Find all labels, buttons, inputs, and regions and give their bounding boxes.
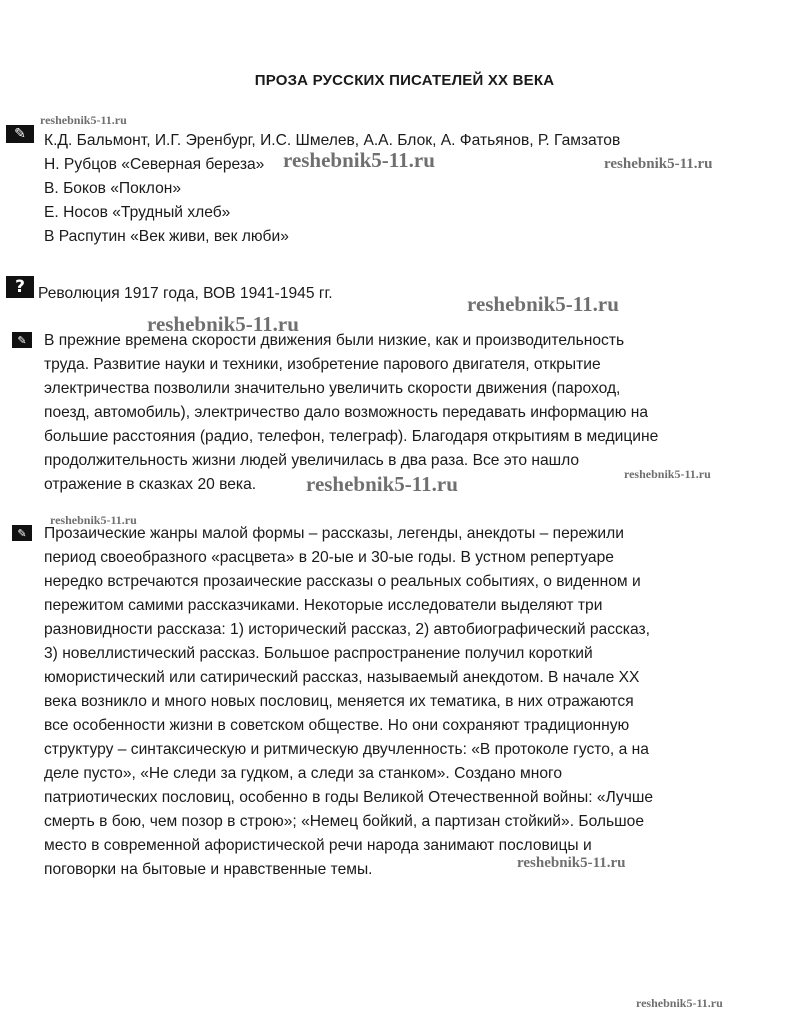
answer-line: электричества позволили значительно увеличить скорости движения (пароход, (44, 380, 621, 397)
pencil-icon: ✎ (12, 525, 32, 541)
answer-line: века возникло и много новых пословиц, меняется их тематика, в них отражаются (44, 693, 634, 710)
answer-line: Н. Рубцов «Северная береза» (44, 156, 265, 173)
answer-line: деле пусто», «Не следи за гудком, а следи за станком». Создано много (44, 765, 563, 782)
answer-line: смерть в бою, чем позор в строю»; «Немец бойкий, а партизан стойкий». Большое (44, 813, 645, 830)
answer-line: Революция 1917 года, ВОВ 1941-1945 гг. (38, 285, 333, 302)
answer-line: большие расстояния (радио, телефон, телеграф). Благодаря открытиям в медицине (44, 428, 659, 445)
watermark: reshebnik5-11.ru (636, 996, 723, 1010)
question-icon: ? (6, 276, 34, 298)
watermark: reshebnik5-11.ru (517, 855, 626, 871)
answer-line: поговорки на бытовые и нравственные темы. (44, 861, 373, 878)
answer-line: Е. Носов «Трудный хлеб» (44, 204, 231, 221)
answer-line: пережитом самими рассказчиками. Некоторые исследователи выделяют три (44, 597, 603, 614)
answer-line: поезд, автомобиль), электричество дало возможность передавать информацию на (44, 404, 649, 421)
answer-line: место в современной афористической речи народа занимают пословицы и (44, 837, 592, 854)
answer-line: В Распутин «Век живи, век люби» (44, 228, 289, 245)
answer-line: отражение в сказках 20 века. (44, 476, 257, 493)
answer-block-authors (44, 129, 620, 249)
answer-line: разновидности рассказа: 1) исторический рассказ, 2) автобиографический рассказ, (44, 621, 650, 638)
answer-line: К.Д. Бальмонт, И.Г. Эренбург, И.С. Шмелев, А.А. Блок, А. Фатьянов, Р. Гамзатов (44, 132, 621, 149)
answer-line: В. Боков «Поклон» (44, 180, 182, 197)
page-title: ПРОЗА РУССКИХ ПИСАТЕЛЕЙ XX ВЕКА (254, 72, 555, 89)
answer-line: юмористический или сатирический рассказ, называемый анекдотом. В начале XX (44, 669, 640, 686)
answer-line: продолжительность жизни людей увеличилась в два раза. Все это нашло (44, 452, 580, 469)
watermark: reshebnik5-11.ru (147, 312, 299, 336)
answer-line: структуру – синтаксическую и ритмическую двучленность: «В протоколе густо, а на (44, 741, 649, 758)
watermark: reshebnik5-11.ru (467, 292, 619, 316)
answer-block-genres (44, 522, 653, 882)
answer-line: Прозаические жанры малой формы – рассказы, легенды, анекдоты – пережили (44, 525, 624, 542)
answer-line: патриотических пословиц, особенно в годы Великой Отечественной войны: «Лучше (44, 789, 654, 806)
answer-line: труда. Развитие науки и техники, изобретение парового двигателя, открытие (44, 356, 601, 373)
pencil-icon: ✎ (6, 125, 34, 143)
answer-block-events (38, 282, 333, 306)
watermark: reshebnik5-11.ru (624, 467, 711, 481)
answer-line: В прежние времена скорости движения были низкие, как и производительность (44, 332, 625, 349)
watermark: reshebnik5-11.ru (50, 513, 137, 527)
watermark: reshebnik5-11.ru (40, 113, 127, 127)
watermark: reshebnik5-11.ru (306, 472, 458, 496)
answer-line: нередко встречаются прозаические рассказы о реальных событиях, о виденном и (44, 573, 641, 590)
answer-line: период своеобразного «расцвета» в 20-ые и 30-ые годы. В устном репертуаре (44, 549, 614, 566)
watermark: reshebnik5-11.ru (604, 156, 713, 172)
answer-line: 3) новеллистический рассказ. Большое распространение получил короткий (44, 645, 593, 662)
answer-line: все особенности жизни в советском обществе. Но они сохраняют традиционную (44, 717, 630, 734)
watermark: reshebnik5-11.ru (283, 148, 435, 172)
pencil-icon: ✎ (12, 332, 32, 348)
